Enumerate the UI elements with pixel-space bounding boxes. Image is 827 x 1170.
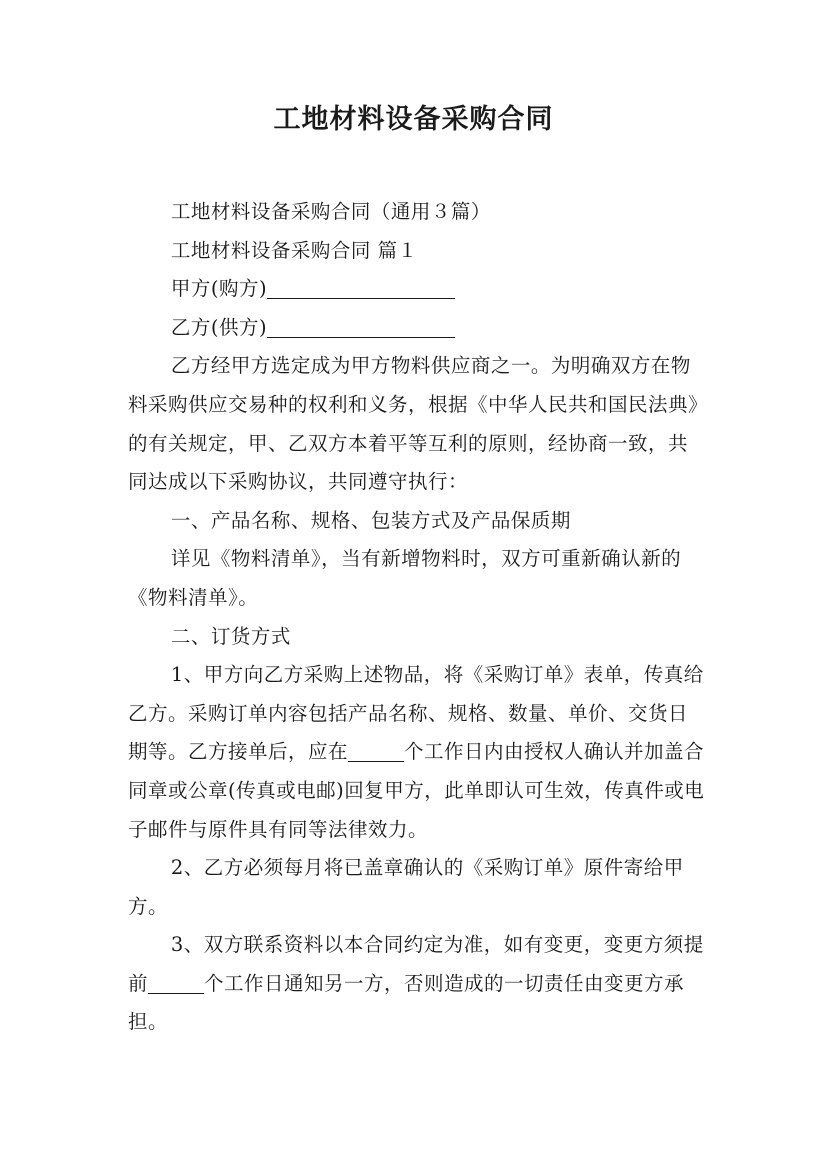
document-subtitle: 工地材料设备采购合同（通用３篇） bbox=[170, 200, 491, 223]
section-heading: 工地材料设备采购合同 篇１ bbox=[170, 238, 418, 262]
item-1-text-after: 个工作日内由授权人确认并加盖合同章或公章(传真或电邮)回复甲方，此单即认可生效，传真件或电子邮件与原件具有同等法律效力。 bbox=[128, 740, 705, 841]
clause-2-item-3 bbox=[128, 926, 706, 1042]
item-3-blank bbox=[148, 971, 204, 994]
clause-2-item-1 bbox=[128, 656, 706, 849]
clause-heading-1: 一、产品名称、规格、包装方式及产品保质期 bbox=[170, 508, 571, 532]
clause-2-item-2: 2、乙方必须每月将已盖章确认的《采购订单》原件寄给甲方。 bbox=[128, 856, 684, 918]
party-b-line bbox=[128, 309, 706, 348]
party-a-line bbox=[128, 270, 706, 309]
party-b-label: 乙方(供方) bbox=[170, 315, 268, 339]
clause-1-paragraph: 详见《物料清单》，当有新增物料时，双方可重新确认新的《物料清单》。 bbox=[128, 547, 682, 609]
item-1-blank bbox=[348, 739, 404, 762]
item-3-text-after: 个工作日通知另一方，否则造成的一切责任由变更方承担。 bbox=[128, 971, 685, 1034]
document-title: 工地材料设备采购合同 bbox=[273, 104, 554, 135]
clause-heading-2: 二、订货方式 bbox=[170, 624, 291, 648]
intro-paragraph: 乙方经甲方选定成为甲方物料供应商之一。为明确双方在物料采购供应交易种的权利和义务，根据《中华人民共和国民法典》的有关规定，甲、乙双方本着平等互利的原则，经协商一致，共同达成以下采购协议，共同遵守执行： bbox=[128, 354, 699, 494]
party-b-blank bbox=[267, 315, 455, 338]
item-1-text-before: 1、甲方向乙方采购上述物品，将《采购订单》表单，传真给乙方。采购订单内容包括产品名称、规格、数量、单价、交货日期等。乙方接单后，应在 bbox=[128, 663, 704, 764]
item-3-text-before: 3、双方联系资料以本合同约定为准，如有变更，变更方须提前 bbox=[128, 933, 704, 995]
party-a-label: 甲方(购方) bbox=[170, 277, 268, 301]
document-body bbox=[128, 193, 706, 1042]
party-a-blank bbox=[267, 276, 455, 299]
